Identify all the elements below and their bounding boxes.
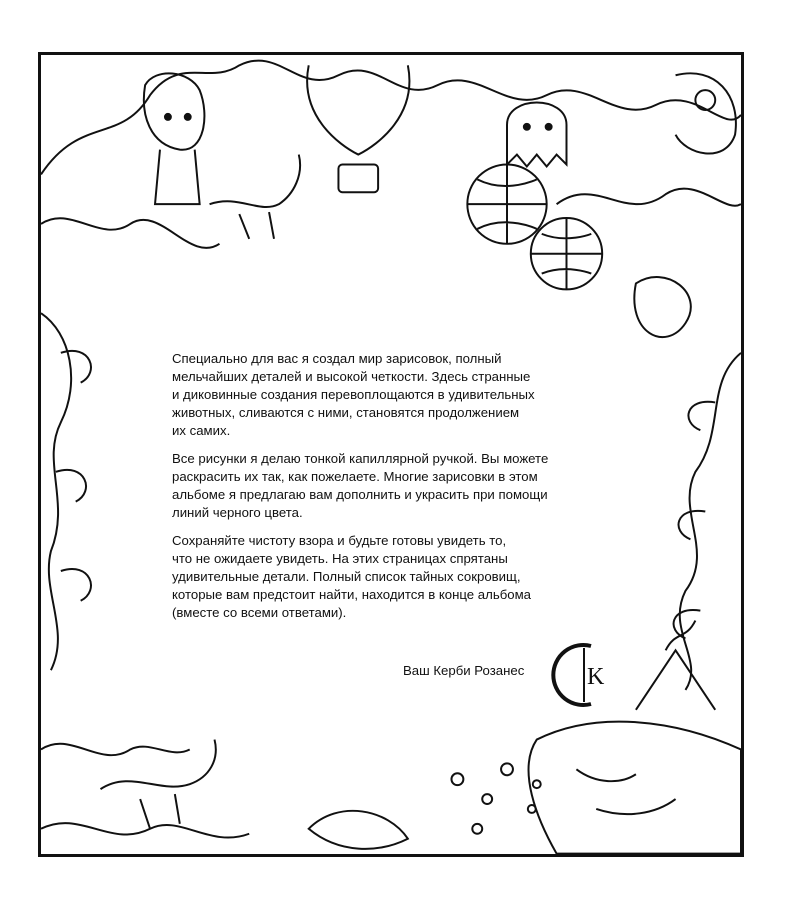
author-monogram-logo [549, 640, 619, 710]
monogram-letter: K [587, 664, 605, 690]
paragraph-2: Все рисунки я делаю тонкой капиллярной ручкой. Вы можете раскрасить их так, как пожелаете. Многие зарисовки в этом альбоме я предлагаю вам дополнить и украсить при помощи линий черного цвета. [172, 451, 549, 520]
page-frame [38, 52, 744, 857]
paragraph-1: Специально для вас я создал мир зарисовок, полный мельчайших деталей и высокой четкости. Здесь странные и диковинные создания перевоплощаются в удивительных животных, сливаются с ними, становятся продолжением их самих. [172, 351, 535, 438]
intro-text [172, 350, 602, 632]
paragraph-3: Сохраняйте чистоту взора и будьте готовы увидеть то, что не ожидаете увидеть. На этих страницах спрятаны удивительные детали. Полный список тайных сокровищ, которые вам предстоит найти, находится в конце альбома (вместе со всеми ответами). [172, 533, 531, 620]
author-signature: Ваш Керби Розанес [403, 663, 525, 678]
